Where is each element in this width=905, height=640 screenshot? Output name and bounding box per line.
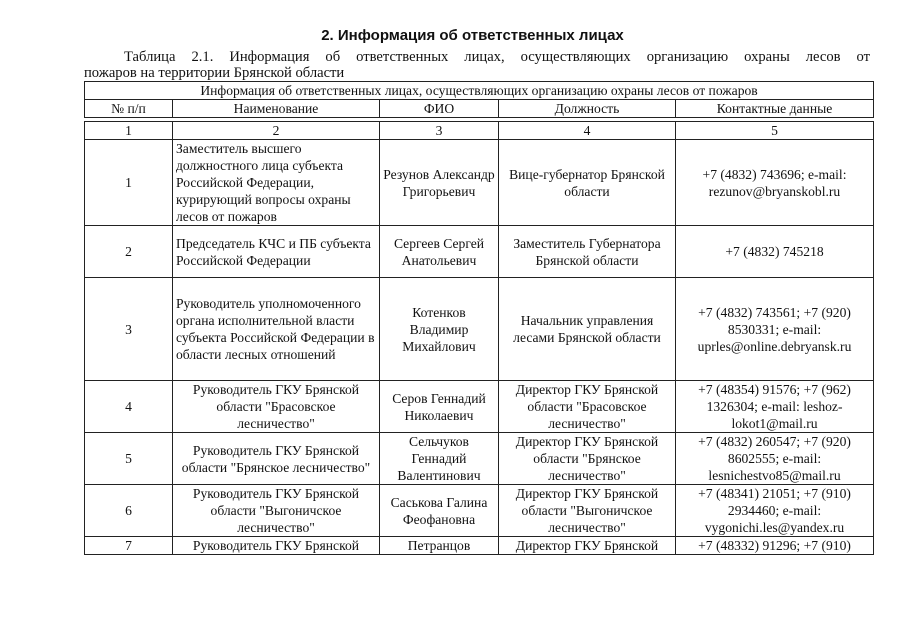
column-header-contacts: Контактные данные xyxy=(676,100,874,118)
row-number: 4 xyxy=(85,381,173,433)
row-name: Руководитель уполномоченного органа исполнительной власти субъекта Российской Федерации в области лесных отношений xyxy=(173,278,380,381)
row-contacts: +7 (48354) 91576; +7 (962) 1326304; e-mail: leshoz-lokot1@mail.ru xyxy=(676,381,874,433)
table-row xyxy=(85,226,874,278)
row-position-text: Директор ГКУ Брянской xyxy=(515,538,659,553)
row-number-text: 7 xyxy=(125,538,132,553)
row-number: 6 xyxy=(85,485,173,537)
table-row xyxy=(85,278,874,381)
row-position: Директор ГКУ Брянской области "Брасовское лесничество" xyxy=(499,381,676,433)
row-contacts: +7 (4832) 743696; e-mail: rezunov@bryanskobl.ru xyxy=(676,140,874,226)
table-caption-line-1: Таблица 2.1. Информация об ответственных лицах, осуществляющих организацию охраны лесов от xyxy=(124,49,870,65)
row-position xyxy=(499,537,676,555)
table-caption xyxy=(84,49,870,81)
column-numbers-row xyxy=(85,122,874,140)
column-number: 4 xyxy=(499,122,676,140)
table-row xyxy=(85,381,874,433)
column-number: 1 xyxy=(85,122,173,140)
table-group-header: Информация об ответственных лицах, осуществляющих организацию охраны лесов от пожаров xyxy=(85,82,874,100)
row-name: Председатель КЧС и ПБ субъекта Российской Федерации xyxy=(173,226,380,278)
column-header-number: № п/п xyxy=(85,100,173,118)
row-position: Начальник управления лесами Брянской области xyxy=(499,278,676,381)
row-name xyxy=(173,537,380,555)
row-contacts xyxy=(676,537,874,555)
table-row xyxy=(85,537,874,555)
row-fio: Серов Геннадий Николаевич xyxy=(380,381,499,433)
row-contacts: +7 (48341) 21051; +7 (910) 2934460; e-mail: vygonichi.les@yandex.ru xyxy=(676,485,874,537)
row-number: 2 xyxy=(85,226,173,278)
row-fio: Резунов Александр Григорьевич xyxy=(380,140,499,226)
row-position: Вице-губернатор Брянской области xyxy=(499,140,676,226)
table-row xyxy=(85,140,874,226)
row-position: Директор ГКУ Брянской области "Брянское лесничество" xyxy=(499,433,676,485)
row-fio: Котенков Владимир Михайлович xyxy=(380,278,499,381)
row-contacts: +7 (4832) 743561; +7 (920) 8530331; e-mail: uprles@online.debryansk.ru xyxy=(676,278,874,381)
column-header-fio: ФИО xyxy=(380,100,499,118)
row-number: 3 xyxy=(85,278,173,381)
table-caption-line-2: пожаров на территории Брянской области xyxy=(84,65,345,81)
table-row xyxy=(85,433,874,485)
row-number xyxy=(85,537,173,555)
table-row xyxy=(85,485,874,537)
row-fio: Сергеев Сергей Анатольевич xyxy=(380,226,499,278)
row-name-text: Руководитель ГКУ Брянской xyxy=(192,538,360,553)
column-number: 2 xyxy=(173,122,380,140)
row-fio: Сельчуков Геннадий Валентинович xyxy=(380,433,499,485)
row-number: 1 xyxy=(85,140,173,226)
responsible-persons-table xyxy=(84,81,874,555)
row-name: Руководитель ГКУ Брянской области "Брасовское лесничество" xyxy=(173,381,380,433)
row-position: Директор ГКУ Брянской области "Выгоничское лесничество" xyxy=(499,485,676,537)
row-number: 5 xyxy=(85,433,173,485)
row-name: Заместитель высшего должностного лица субъекта Российской Федерации, курирующий вопросы охраны лесов от пожаров xyxy=(173,140,380,226)
row-fio xyxy=(380,537,499,555)
row-contacts: +7 (4832) 260547; +7 (920) 8602555; e-mail: lesnichestvo85@mail.ru xyxy=(676,433,874,485)
column-number: 5 xyxy=(676,122,874,140)
column-header-name: Наименование xyxy=(173,100,380,118)
row-position: Заместитель Губернатора Брянской области xyxy=(499,226,676,278)
row-contacts: +7 (4832) 745218 xyxy=(676,226,874,278)
column-number: 3 xyxy=(380,122,499,140)
row-contacts-text: +7 (48332) 91296; +7 (910) xyxy=(698,538,851,553)
row-name: Руководитель ГКУ Брянской области "Брянское лесничество" xyxy=(173,433,380,485)
row-fio: Саськова Галина Феофановна xyxy=(380,485,499,537)
row-fio-text: Петранцов xyxy=(407,538,471,553)
section-title: 2. Информация об ответственных лицах xyxy=(321,27,624,44)
row-name: Руководитель ГКУ Брянской области "Выгоничское лесничество" xyxy=(173,485,380,537)
column-header-position: Должность xyxy=(499,100,676,118)
